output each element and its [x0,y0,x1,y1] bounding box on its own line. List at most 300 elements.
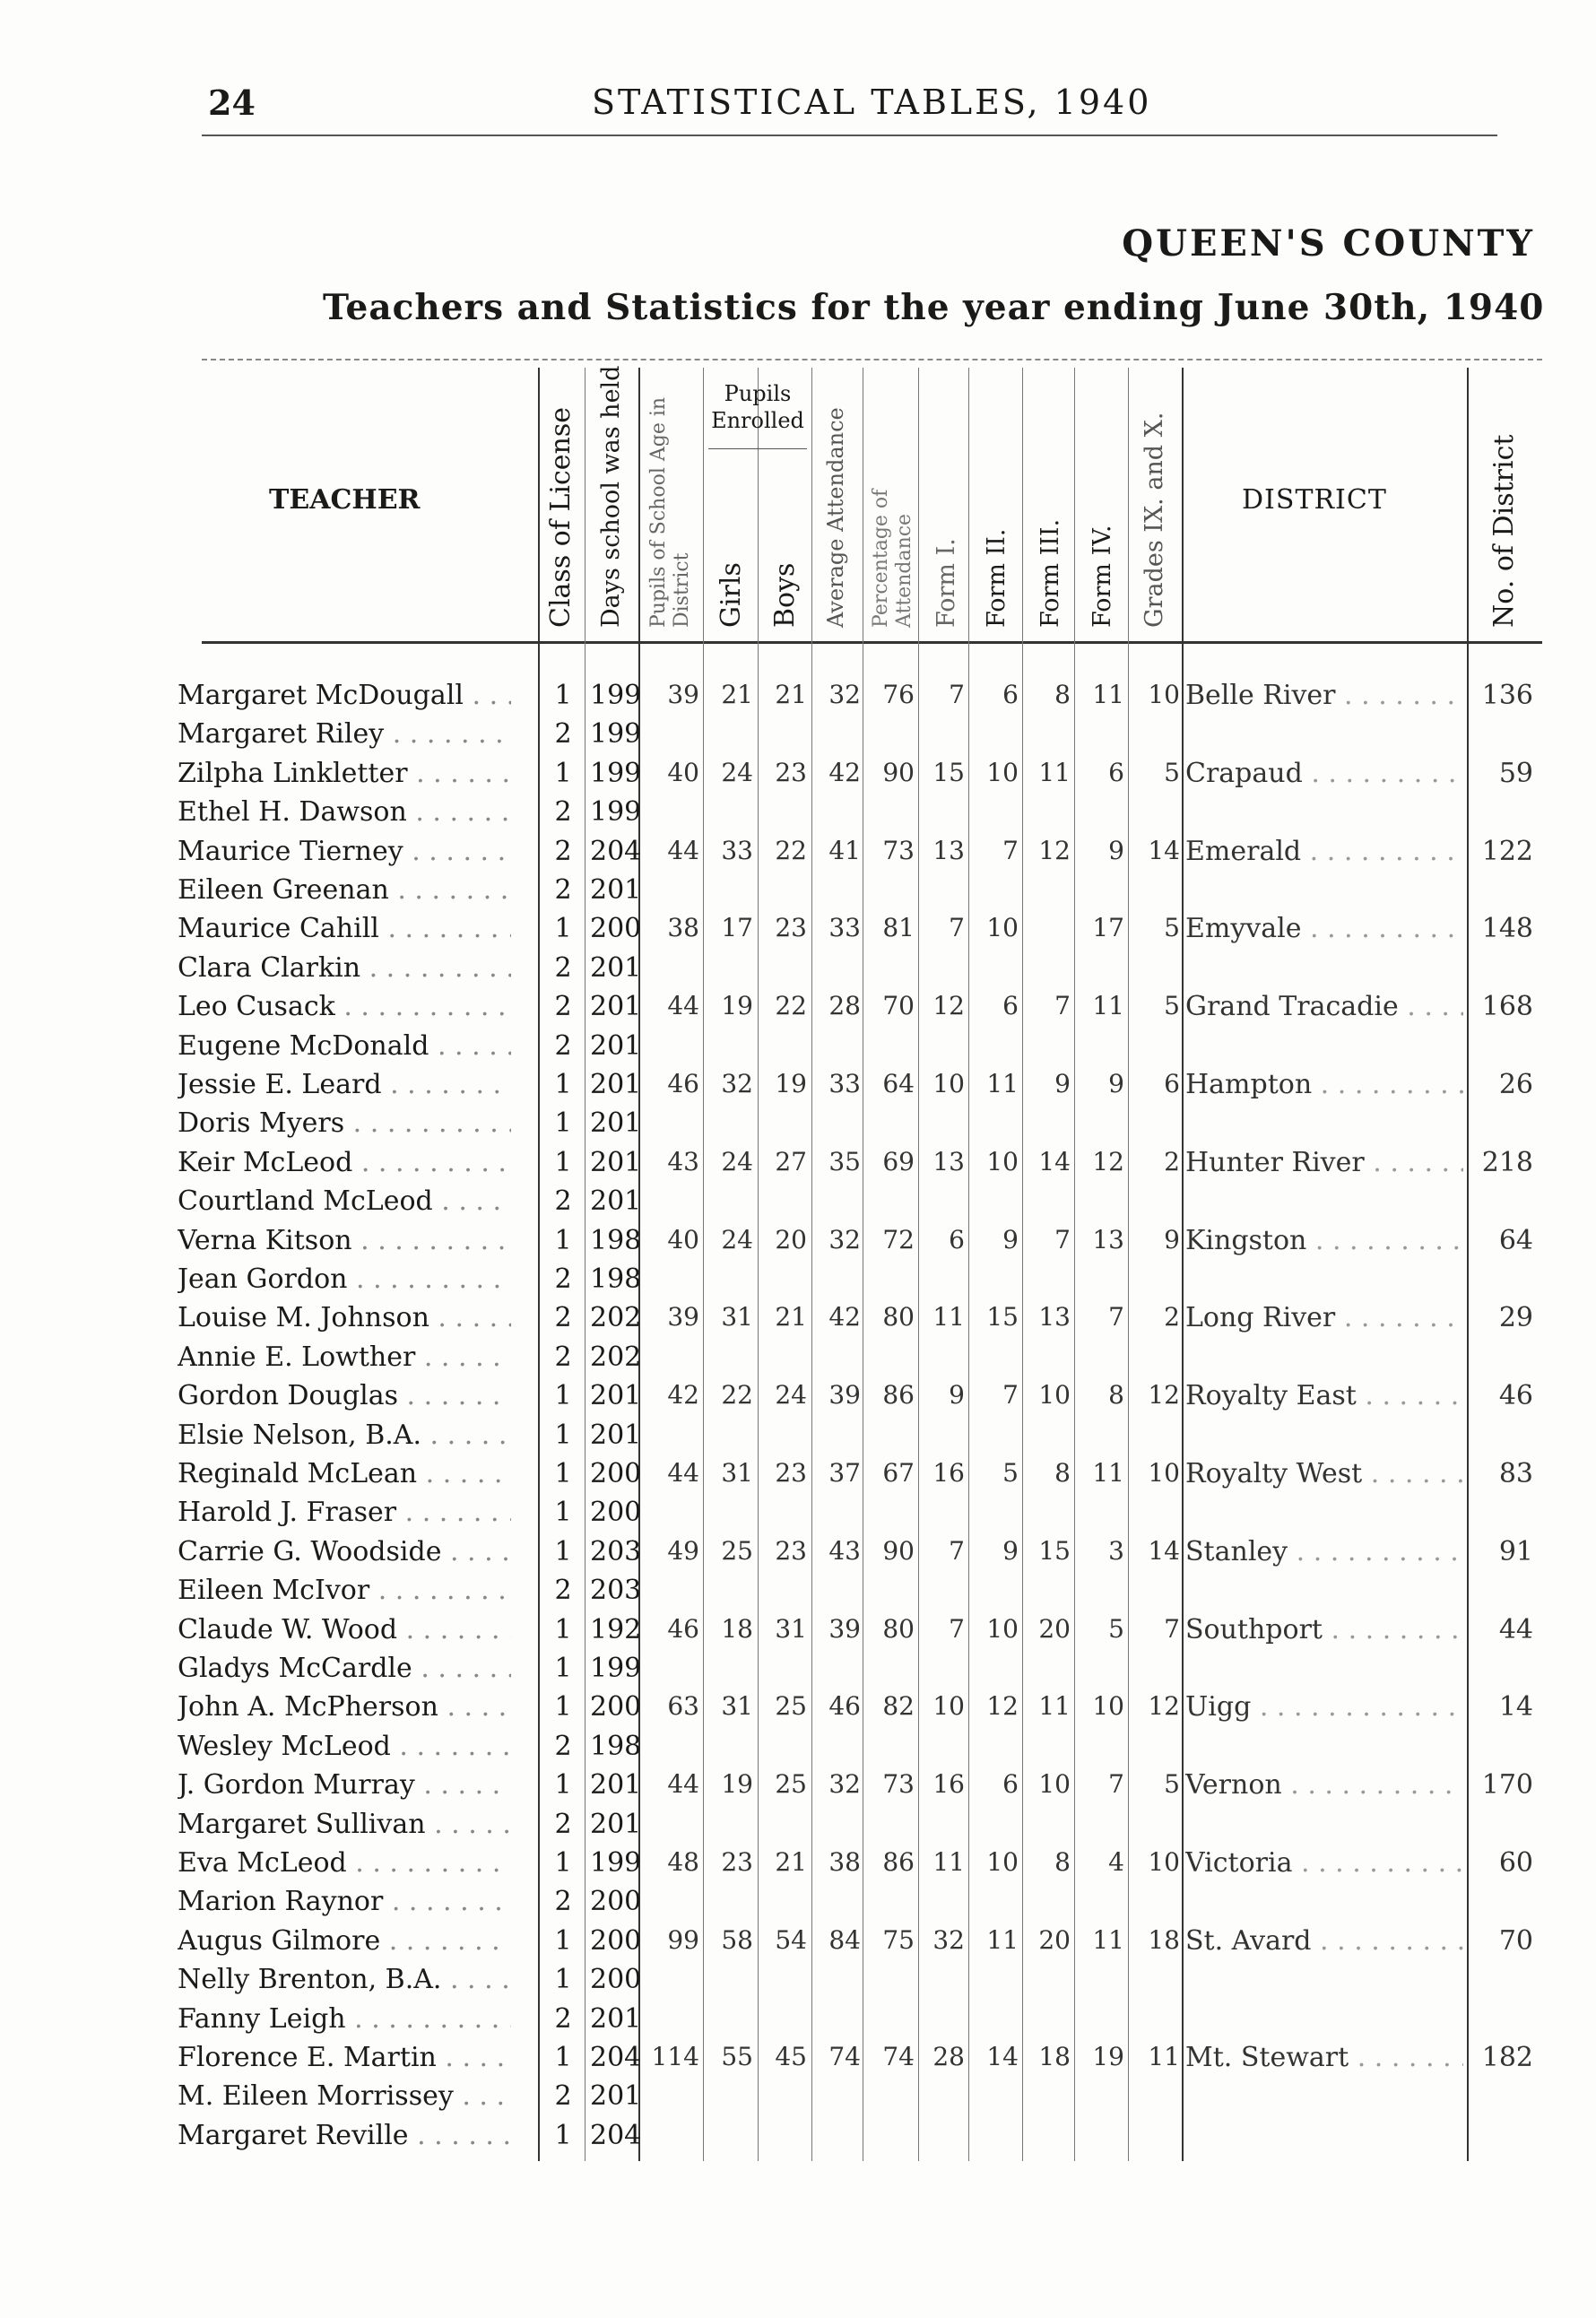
table-row [0,1614,1596,1650]
form-3: 11 [1038,757,1071,787]
form-3: 14 [1038,1146,1071,1176]
days-held: 201 [590,874,642,906]
teacher-name: J. Gordon Murray . . . [178,1769,511,1801]
form-2: 10 [986,1613,1019,1644]
table-row [0,1263,1596,1299]
header-girls: Girls [716,562,747,628]
teacher-name: Fanny Leigh . . . [178,2003,511,2035]
form-4: 19 [1092,2042,1124,2071]
table-row [0,1731,1596,1767]
form-1: 7 [949,680,965,709]
form-2: 5 [1002,1458,1019,1488]
days-held: 200 [590,1691,642,1723]
district-name: Mt. Stewart . . . [1185,2042,1463,2073]
form-4: 5 [1108,1613,1124,1644]
table-row [0,1691,1596,1727]
district-name: Emyvale . . . [1185,913,1463,944]
class-of-license: 2 [554,1886,572,1918]
table-row [0,1536,1596,1572]
percentage-attendance: 86 [882,1380,915,1411]
header-boys: Boys [769,562,801,628]
pupils-school-age: 46 [667,1069,699,1098]
table-row [0,913,1596,949]
class-of-license: 2 [554,991,572,1023]
district-number: 122 [1481,835,1533,867]
average-attendance: 43 [828,1535,861,1566]
class-of-license: 2 [554,1341,572,1373]
days-held: 201 [590,2002,642,2035]
percentage-attendance: 72 [882,1224,915,1254]
class-of-license: 1 [554,1224,572,1256]
district-name: Vernon . . . [1185,1769,1463,1801]
girls-enrolled: 17 [721,913,753,943]
days-held: 203 [590,1575,642,1607]
average-attendance: 32 [828,1224,861,1254]
girls-enrolled: 31 [721,1458,753,1488]
form-2: 9 [1002,1535,1019,1566]
pupils-school-age: 38 [667,913,699,943]
class-of-license: 2 [554,1730,572,1762]
district-number: 29 [1498,1302,1533,1334]
boys-enrolled: 27 [775,1146,807,1176]
teacher-name: Claude W. Wood . . . [178,1614,511,1645]
days-held: 201 [590,1380,642,1412]
teacher-name: Jean Gordon . . . [178,1263,511,1295]
table-row [0,1458,1596,1494]
percentage-attendance: 76 [882,680,915,709]
head-rule [202,135,1497,136]
form-1: 32 [932,1924,965,1955]
form-1: 7 [949,1535,965,1566]
days-held: 199 [590,718,642,751]
teacher-name: Augus Gilmore . . . [178,1925,511,1957]
table-row [0,1419,1596,1455]
percentage-attendance: 74 [882,2042,915,2071]
table-row [0,874,1596,910]
table-row [0,1302,1596,1338]
form-4: 7 [1108,1302,1124,1333]
form-3: 10 [1038,1380,1071,1411]
class-of-license: 1 [554,757,572,789]
form-4: 10 [1092,1691,1124,1722]
form-3: 11 [1038,1691,1071,1722]
days-held: 202 [590,1341,642,1373]
district-name: Hunter River . . . [1185,1147,1463,1178]
teacher-name: Eva McLeod . . . [178,1847,511,1879]
percentage-attendance: 73 [882,1769,915,1800]
pupils-school-age: 99 [667,1924,699,1955]
table-row [0,1380,1596,1416]
days-held: 201 [590,2080,642,2113]
grades-9-10: 7 [1164,1613,1180,1644]
grades-9-10: 11 [1148,2042,1180,2071]
district-name: Hampton . . . [1185,1069,1463,1100]
district-name: Victoria . . . [1185,1847,1463,1879]
pupils-enrolled-rule [708,448,807,449]
table-row [0,718,1596,754]
average-attendance: 35 [828,1146,861,1176]
table-row [0,2042,1596,2078]
teacher-name: Doris Myers . . . [178,1107,511,1139]
percentage-attendance: 69 [882,1146,915,1176]
percentage-attendance: 64 [882,1069,915,1098]
form-2: 15 [986,1302,1019,1333]
district-number: 218 [1481,1146,1533,1178]
form-3: 12 [1038,835,1071,865]
class-of-license: 2 [554,1808,572,1840]
table-row [0,1809,1596,1845]
district-name: Long River . . . [1185,1302,1463,1333]
boys-enrolled: 19 [775,1069,807,1098]
header-number-of-district: No. of District [1488,434,1520,628]
teacher-name: Margaret McDougall . . . [178,680,511,711]
girls-enrolled: 21 [721,680,753,709]
table-row [0,1497,1596,1532]
teacher-name: Margaret Riley . . . [178,718,511,750]
grades-9-10: 14 [1148,1535,1180,1566]
boys-enrolled: 21 [775,1302,807,1333]
district-name: Crapaud . . . [1185,758,1463,789]
class-of-license: 1 [554,1691,572,1723]
boys-enrolled: 21 [775,680,807,709]
table-row [0,1925,1596,1961]
pupils-school-age: 40 [667,757,699,787]
header-percentage-attendance: Percentage of Attendance [870,489,915,628]
district-number: 59 [1498,757,1533,789]
days-held: 200 [590,1458,642,1489]
table-row [0,1030,1596,1066]
grades-9-10: 5 [1164,757,1180,787]
form-1: 16 [932,1769,965,1800]
form-3: 13 [1038,1302,1071,1333]
days-held: 192 [590,1613,642,1645]
form-2: 12 [986,1691,1019,1722]
district-name: Belle River . . . [1185,680,1463,711]
boys-enrolled: 24 [775,1380,807,1411]
percentage-attendance: 90 [882,757,915,787]
days-held: 198 [590,1263,642,1295]
table-row [0,758,1596,794]
form-4: 7 [1108,1769,1124,1800]
class-of-license: 1 [554,1380,572,1412]
average-attendance: 46 [828,1691,861,1722]
teacher-name: Verna Kitson . . . [178,1225,511,1256]
table-row [0,1653,1596,1689]
table-row [0,2003,1596,2039]
teacher-name: Margaret Sullivan . . . [178,1809,511,1840]
form-1: 28 [932,2042,965,2071]
header-form-3: Form III. [1037,518,1064,628]
days-held: 201 [590,951,642,984]
class-of-license: 2 [554,1263,572,1295]
class-of-license: 2 [554,951,572,984]
form-1: 11 [932,1302,965,1333]
boys-enrolled: 31 [775,1613,807,1644]
class-of-license: 1 [554,1769,572,1801]
district-name: Southport . . . [1185,1614,1463,1645]
percentage-attendance: 82 [882,1691,915,1722]
form-2: 6 [1002,1769,1019,1800]
teacher-name: Clara Clarkin . . . [178,952,511,984]
teacher-name: Courtland McLeod . . . [178,1185,511,1217]
class-of-license: 1 [554,1419,572,1451]
form-1: 10 [932,1069,965,1098]
days-held: 201 [590,1029,642,1062]
days-held: 201 [590,1185,642,1218]
teacher-name: Zilpha Linkletter . . . [178,758,511,789]
header-pupils-enrolled: Pupils Enrolled [711,381,804,433]
percentage-attendance: 73 [882,835,915,865]
form-1: 11 [932,1847,965,1877]
grades-9-10: 5 [1164,991,1180,1021]
district-name: Emerald . . . [1185,836,1463,867]
pupils-school-age: 39 [667,680,699,709]
teacher-name: Annie E. Lowther . . . [178,1341,511,1373]
form-2: 10 [986,1847,1019,1877]
average-attendance: 39 [828,1613,861,1644]
form-1: 12 [932,991,965,1021]
form-3: 18 [1038,2042,1071,2071]
average-attendance: 42 [828,1302,861,1333]
table-row [0,1185,1596,1221]
teacher-name: Gordon Douglas . . . [178,1380,511,1411]
boys-enrolled: 22 [775,835,807,865]
class-of-license: 1 [554,1497,572,1529]
class-of-license: 1 [554,2042,572,2073]
teacher-name: Louise M. Johnson . . . [178,1302,511,1333]
teacher-name: Nelly Brenton, B.A. . . . [178,1964,511,1995]
girls-enrolled: 31 [721,1691,753,1722]
average-attendance: 32 [828,1769,861,1800]
girls-enrolled: 32 [721,1069,753,1098]
days-held: 199 [590,1653,642,1684]
days-held: 200 [590,1964,642,1996]
form-4: 4 [1108,1847,1124,1877]
form-1: 13 [932,835,965,865]
form-1: 16 [932,1458,965,1488]
district-name: Stanley . . . [1185,1536,1463,1567]
girls-enrolled: 55 [721,2042,753,2071]
form-4: 12 [1092,1146,1124,1176]
table-row [0,1575,1596,1610]
class-of-license: 1 [554,1613,572,1645]
table-row [0,1964,1596,2000]
class-of-license: 2 [554,1575,572,1607]
form-3: 15 [1038,1535,1071,1566]
pupils-school-age: 44 [667,991,699,1021]
days-held: 204 [590,2042,642,2073]
teacher-name: Marion Raynor . . . [178,1886,511,1917]
days-held: 200 [590,913,642,945]
grades-9-10: 2 [1164,1146,1180,1176]
average-attendance: 37 [828,1458,861,1488]
running-head: STATISTICAL TABLES, 1940 [592,82,1152,122]
district-number: 46 [1498,1380,1533,1412]
class-of-license: 1 [554,1964,572,1996]
percentage-attendance: 90 [882,1535,915,1566]
teacher-name: Harold J. Fraser . . . [178,1497,511,1528]
grades-9-10: 2 [1164,1302,1180,1333]
class-of-license: 2 [554,1029,572,1062]
class-of-license: 1 [554,2119,572,2151]
boys-enrolled: 21 [775,1847,807,1877]
pupils-school-age: 114 [651,2042,699,2071]
grades-9-10: 9 [1164,1224,1180,1254]
table-row [0,1147,1596,1183]
form-4: 13 [1092,1224,1124,1254]
average-attendance: 41 [828,835,861,865]
district-number: 182 [1481,2042,1533,2073]
teacher-name: Keir McLeod . . . [178,1147,511,1178]
girls-enrolled: 23 [721,1847,753,1877]
grades-9-10: 12 [1148,1380,1180,1411]
form-3: 10 [1038,1769,1071,1800]
form-4: 9 [1108,835,1124,865]
average-attendance: 33 [828,913,861,943]
girls-enrolled: 58 [721,1924,753,1955]
pupils-school-age: 48 [667,1847,699,1877]
percentage-attendance: 81 [882,913,915,943]
table-header-rule [202,641,1542,644]
grades-9-10: 18 [1148,1924,1180,1955]
average-attendance: 39 [828,1380,861,1411]
form-4: 11 [1092,1458,1124,1488]
teacher-name: Jessie E. Leard . . . [178,1069,511,1100]
district-number: 170 [1481,1769,1533,1801]
boys-enrolled: 22 [775,991,807,1021]
header-grades-9-10: Grades IX. and X. [1141,412,1168,628]
days-held: 201 [590,1107,642,1140]
days-held: 201 [590,1769,642,1801]
girls-enrolled: 19 [721,1769,753,1800]
table-row [0,1886,1596,1922]
girls-enrolled: 25 [721,1535,753,1566]
days-held: 201 [590,1069,642,1100]
page-number: 24 [208,82,256,123]
form-1: 15 [932,757,965,787]
header-pupils-of-school-age: Pupils of School Age in District [647,396,693,628]
teacher-name: Eileen McIvor . . . [178,1575,511,1606]
table-row [0,680,1596,716]
form-4: 17 [1092,913,1124,943]
form-4: 11 [1092,680,1124,709]
percentage-attendance: 67 [882,1458,915,1488]
form-3: 8 [1054,1458,1071,1488]
teacher-name: Margaret Reville . . . [178,2120,511,2151]
header-days-school-held: Days school was held [597,365,625,628]
table-row [0,1069,1596,1105]
average-attendance: 84 [828,1924,861,1955]
class-of-license: 2 [554,796,572,829]
grades-9-10: 5 [1164,913,1180,943]
form-4: 9 [1108,1069,1124,1098]
class-of-license: 1 [554,913,572,945]
form-2: 11 [986,1924,1019,1955]
days-held: 201 [590,1146,642,1178]
district-number: 168 [1481,991,1533,1023]
district-name: St. Avard . . . [1185,1925,1463,1957]
days-held: 199 [590,796,642,829]
class-of-license: 1 [554,680,572,711]
class-of-license: 1 [554,1653,572,1684]
form-1: 7 [949,913,965,943]
form-2: 10 [986,1146,1019,1176]
boys-enrolled: 54 [775,1924,807,1955]
days-held: 200 [590,1886,642,1918]
girls-enrolled: 18 [721,1613,753,1644]
teacher-name: Maurice Tierney . . . [178,836,511,867]
pupils-school-age: 39 [667,1302,699,1333]
teacher-name: M. Eileen Morrissey . . . [178,2080,511,2112]
percentage-attendance: 75 [882,1924,915,1955]
days-held: 201 [590,1808,642,1840]
pupils-school-age: 42 [667,1380,699,1411]
boys-enrolled: 25 [775,1691,807,1722]
form-4: 8 [1108,1380,1124,1411]
district-number: 14 [1498,1691,1533,1723]
table-subtitle: Teachers and Statistics for the year ending June 30th, 1940 [323,287,1545,328]
form-1: 13 [932,1146,965,1176]
days-held: 199 [590,680,642,711]
district-name: Grand Tracadie . . . [1185,991,1463,1022]
table-top-rule [202,359,1542,360]
form-3: 20 [1038,1924,1071,1955]
girls-enrolled: 24 [721,757,753,787]
days-held: 198 [590,1224,642,1256]
table-row [0,1107,1596,1143]
teacher-name: Gladys McCardle . . . [178,1653,511,1684]
average-attendance: 38 [828,1847,861,1877]
district-number: 26 [1498,1069,1533,1100]
county-title: QUEEN'S COUNTY [1122,222,1535,265]
teacher-name: Wesley McLeod . . . [178,1731,511,1762]
form-4: 11 [1092,1924,1124,1955]
girls-enrolled: 22 [721,1380,753,1411]
average-attendance: 33 [828,1069,861,1098]
teacher-name: Reginald McLean . . . [178,1458,511,1489]
form-2: 9 [1002,1224,1019,1254]
boys-enrolled: 23 [775,913,807,943]
district-number: 83 [1498,1458,1533,1489]
boys-enrolled: 23 [775,1535,807,1566]
header-district: DISTRICT [1242,484,1387,516]
days-held: 201 [590,991,642,1023]
district-name: Royalty West . . . [1185,1458,1463,1489]
girls-enrolled: 24 [721,1146,753,1176]
grades-9-10: 10 [1148,1458,1180,1488]
class-of-license: 1 [554,1458,572,1489]
days-held: 203 [590,1535,642,1567]
table-row [0,1769,1596,1805]
table-row [0,952,1596,988]
header-form-2: Form II. [983,528,1011,628]
grades-9-10: 10 [1148,680,1180,709]
form-3: 7 [1054,1224,1071,1254]
teacher-name: Leo Cusack . . . [178,991,511,1022]
table-row [0,2080,1596,2116]
table-row [0,836,1596,872]
grades-9-10: 10 [1148,1847,1180,1877]
days-held: 204 [590,2119,642,2151]
days-held: 200 [590,1924,642,1957]
form-1: 7 [949,1613,965,1644]
table-row [0,2120,1596,2156]
teacher-name: Ethel H. Dawson . . . [178,796,511,828]
form-3: 8 [1054,680,1071,709]
district-number: 91 [1498,1535,1533,1567]
average-attendance: 28 [828,991,861,1021]
form-3: 9 [1054,1069,1071,1098]
